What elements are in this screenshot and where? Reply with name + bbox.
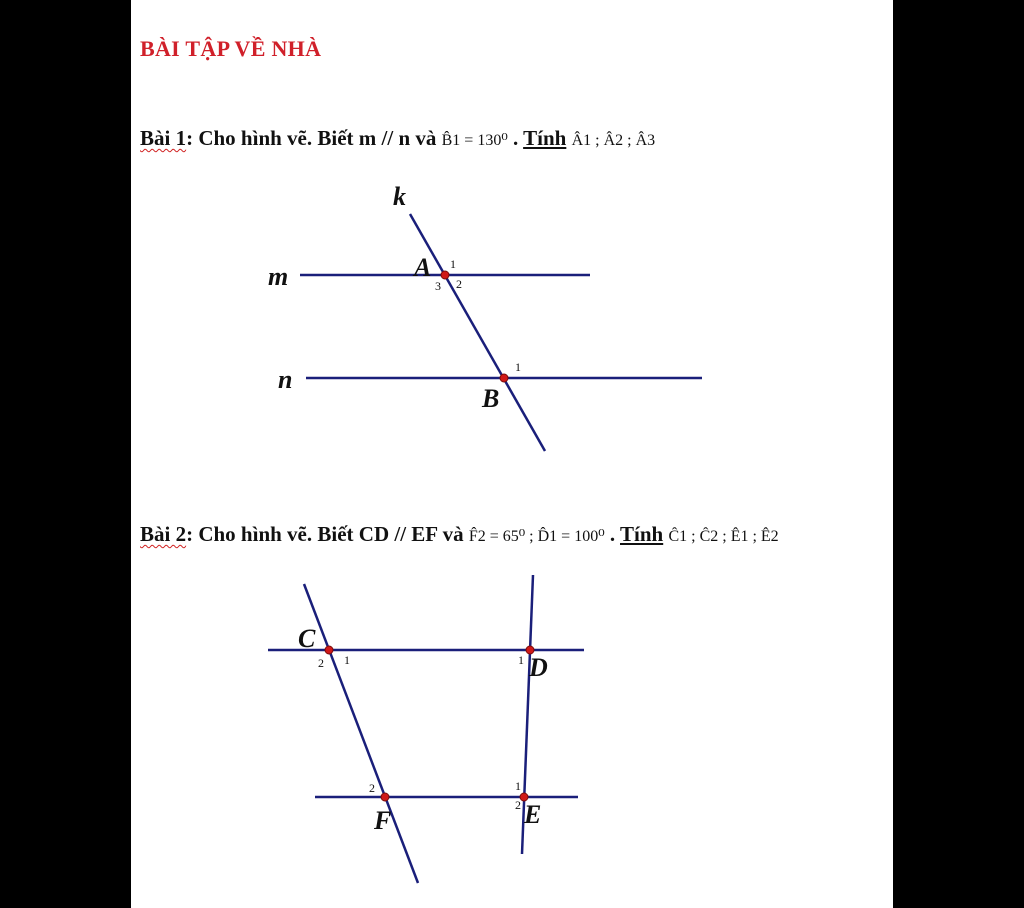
- point-a-dot: [441, 271, 449, 279]
- figure-1: [300, 214, 702, 451]
- angle-c1-label: 1: [344, 653, 350, 667]
- angle-e2-label: 2: [515, 798, 521, 812]
- page-title: BÀI TẬP VỀ NHÀ: [140, 36, 322, 61]
- problem-2-text: : Cho hình vẽ. Biết CD // EF và: [186, 522, 464, 546]
- point-c-dot: [325, 646, 333, 654]
- label-n: n: [278, 365, 293, 394]
- point-b-dot: [500, 374, 508, 382]
- problem-2-ask-word: Tính: [620, 522, 664, 546]
- angle-d1-label: 1: [518, 653, 524, 667]
- label-d: D: [529, 653, 548, 682]
- line-k: [410, 214, 545, 451]
- angle-e1-label: 1: [515, 779, 521, 793]
- label-a: A: [414, 253, 432, 282]
- problem-1-ask-word: Tính: [523, 126, 567, 150]
- line-cf: [304, 584, 418, 883]
- problem-2-given: F̂2 = 65⁰ ; D̂1 = 100⁰: [468, 528, 605, 545]
- problem-1-ask: Â1 ; Â2 ; Â3: [571, 132, 656, 149]
- label-k: k: [393, 182, 406, 211]
- figure-2: [268, 575, 584, 883]
- point-f-dot: [381, 793, 389, 801]
- problem-1-statement: Bài 1: Cho hình vẽ. Biết m // n và B̂1 = 130⁰ . Tính Â1 ; Â2 ; Â3: [140, 126, 656, 150]
- label-b: B: [482, 384, 500, 413]
- problem-2-statement: Bài 2: Cho hình vẽ. Biết CD // EF và F̂2 = 65⁰ ; D̂1 = 100⁰ . Tính Ĉ1 ; Ĉ2 ; Ê1 ; Ê2: [140, 522, 779, 546]
- angle-a3-label: 3: [435, 279, 441, 293]
- problem-2-ask: Ĉ1 ; Ĉ2 ; Ê1 ; Ê2: [668, 528, 779, 545]
- angle-b1-label: 1: [515, 360, 521, 374]
- label-f: F: [374, 806, 392, 835]
- label-c: C: [298, 624, 316, 653]
- problem-2-label: Bài 2: [140, 522, 187, 546]
- label-m: m: [268, 262, 289, 291]
- label-e: E: [524, 800, 542, 829]
- angle-a1-label: 1: [450, 257, 456, 271]
- angle-a2-label: 2: [456, 277, 462, 291]
- angle-c2-label: 2: [318, 656, 324, 670]
- problem-1-text: : Cho hình vẽ. Biết m // n và: [186, 126, 437, 150]
- problem-1-given: B̂1 = 130⁰: [441, 132, 508, 149]
- angle-f2-label: 2: [369, 781, 375, 795]
- problem-1-label: Bài 1: [140, 126, 187, 150]
